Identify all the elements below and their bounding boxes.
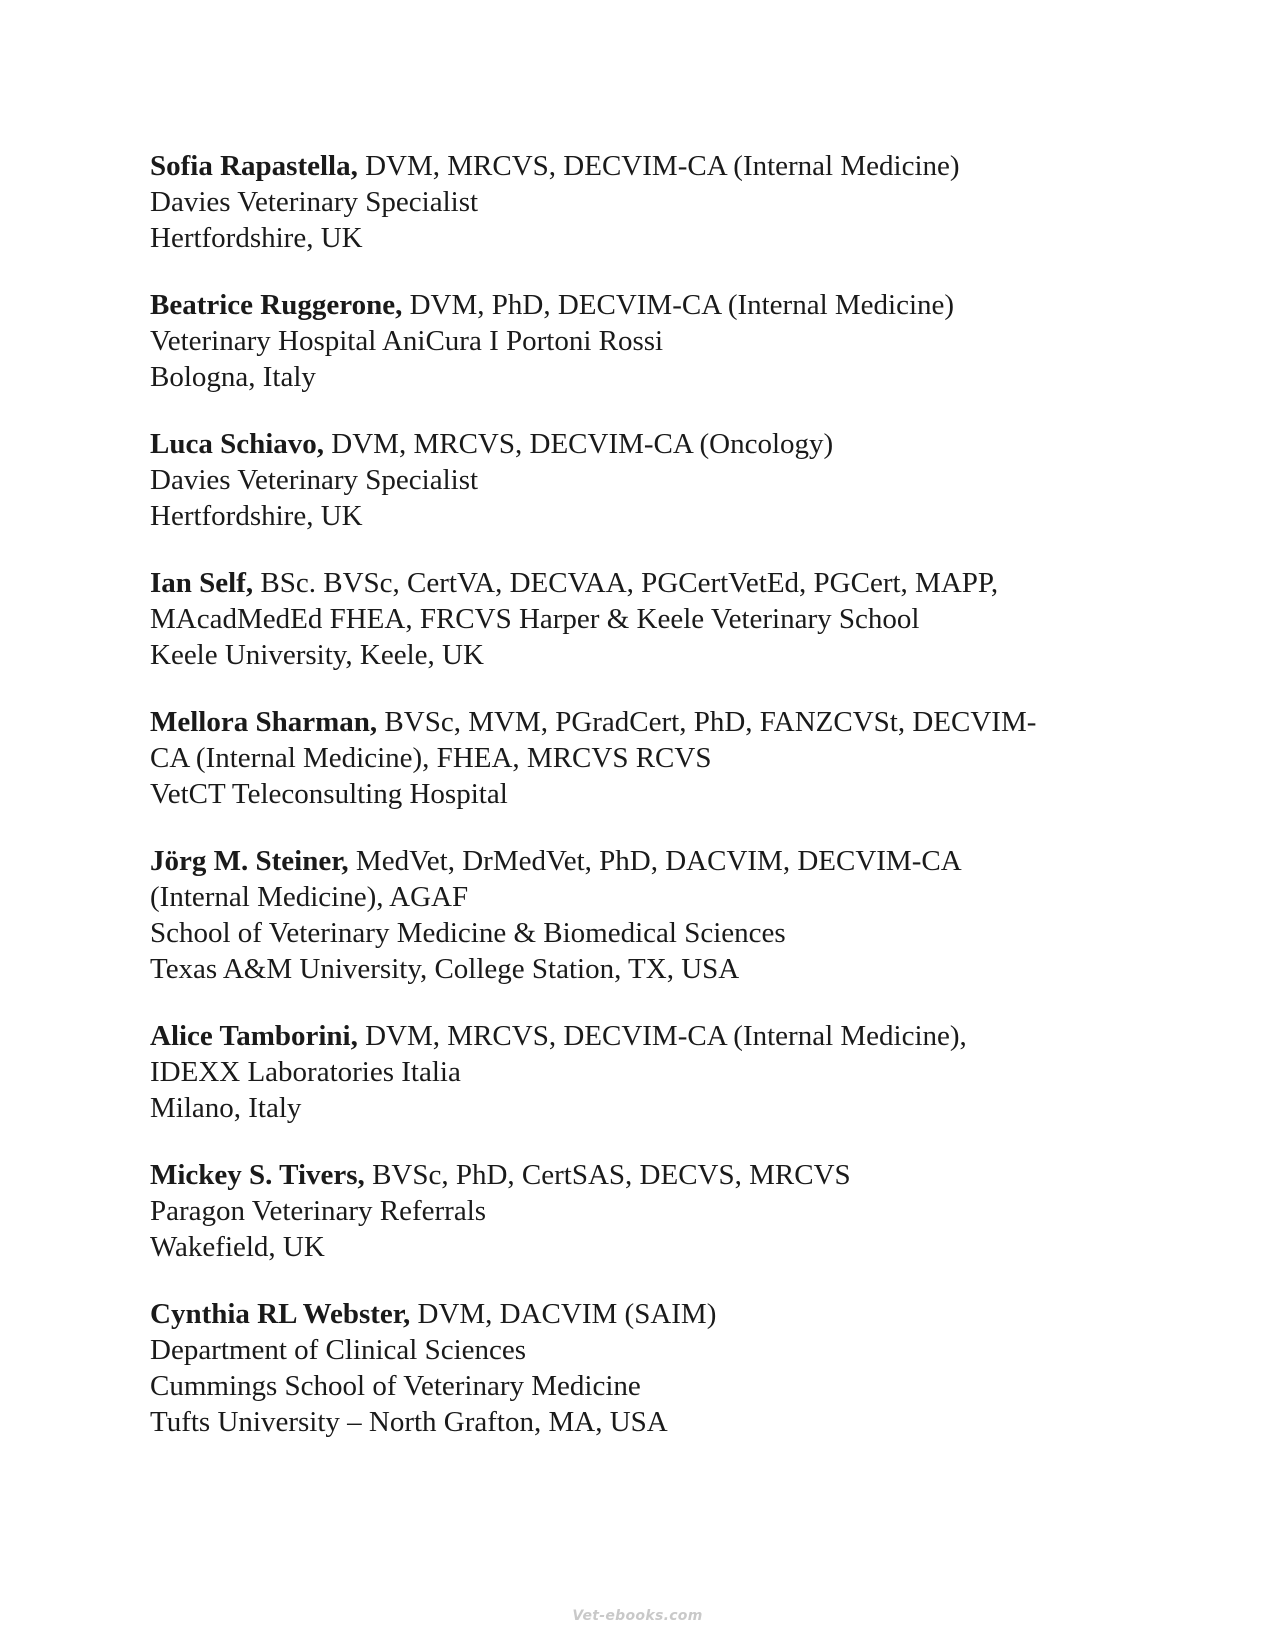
contributor-entry xyxy=(150,1296,1110,1440)
contributor-affiliation-line: Department of Clinical Sciences xyxy=(150,1334,527,1366)
contributor-name: Jörg M. Steiner, xyxy=(150,845,349,877)
contributor-heading-line xyxy=(150,704,1110,740)
contributor-affiliation-line: Veterinary Hospital AniCura I Portoni Rossi xyxy=(150,325,664,357)
contributor-entry xyxy=(150,565,1110,673)
contributor-heading-line xyxy=(150,1018,1110,1054)
contributor-entry xyxy=(150,1018,1110,1126)
contributor-heading-line xyxy=(150,1157,1110,1193)
contributor-heading-line xyxy=(150,287,1110,323)
contributor-name: Alice Tamborini, xyxy=(150,1020,358,1052)
contributor-credentials: DVM, MRCVS, DECVIM-CA (Internal Medicine) xyxy=(357,150,960,182)
contributor-name: Beatrice Ruggerone, xyxy=(150,289,403,321)
contributor-credentials: DVM, DACVIM (SAIM) xyxy=(410,1298,717,1330)
contributor-heading-line xyxy=(150,565,1110,601)
contributor-entry xyxy=(150,704,1110,812)
contributor-name: Luca Schiavo, xyxy=(150,428,325,460)
contributor-entry xyxy=(150,426,1110,534)
contributor-heading-line xyxy=(150,426,1110,462)
contributor-name: Mickey S. Tivers, xyxy=(150,1159,365,1191)
contributor-credentials: DVM, MRCVS, DECVIM-CA (Internal Medicine), xyxy=(357,1020,967,1052)
contributor-affiliation-line: Paragon Veterinary Referrals xyxy=(150,1195,487,1227)
contributor-affiliation-line: School of Veterinary Medicine & Biomedical Sciences xyxy=(150,917,786,949)
contributor-entry xyxy=(150,1157,1110,1265)
contributor-credentials: BSc. BVSc, CertVA, DECVAA, PGCertVetEd, PGCert, MAPP, xyxy=(253,567,999,599)
contributor-credentials: DVM, MRCVS, DECVIM-CA (Oncology) xyxy=(324,428,834,460)
contributor-credentials: MedVet, DrMedVet, PhD, DACVIM, DECVIM-CA xyxy=(348,845,962,877)
contributor-name: Sofia Rapastella, xyxy=(150,150,358,182)
contributor-heading-line xyxy=(150,843,1110,879)
contributor-name: Ian Self, xyxy=(150,567,254,599)
contributor-name: Cynthia RL Webster, xyxy=(150,1298,411,1330)
contributor-affiliation-line: Milano, Italy xyxy=(150,1092,302,1124)
contributor-list xyxy=(150,148,1110,1471)
contributor-entry xyxy=(150,843,1110,987)
contributor-credentials: DVM, PhD, DECVIM-CA (Internal Medicine) xyxy=(402,289,955,321)
contributor-affiliation-line: Davies Veterinary Specialist xyxy=(150,186,479,218)
contributor-name: Mellora Sharman, xyxy=(150,706,378,738)
contributor-affiliation-line: MAcadMedEd FHEA, FRCVS Harper & Keele Veterinary School xyxy=(150,603,920,635)
contributor-heading-line xyxy=(150,148,1110,184)
contributor-entry xyxy=(150,287,1110,395)
contributor-affiliation-line: Davies Veterinary Specialist xyxy=(150,464,479,496)
contributor-affiliation-line: VetCT Teleconsulting Hospital xyxy=(150,778,508,810)
contributor-affiliation-line: IDEXX Laboratories Italia xyxy=(150,1056,461,1088)
contributor-affiliation-line: Hertfordshire, UK xyxy=(150,500,363,532)
contributor-affiliation-line: Keele University, Keele, UK xyxy=(150,639,484,671)
contributor-affiliation-line: CA (Internal Medicine), FHEA, MRCVS RCVS xyxy=(150,742,712,774)
contributor-affiliation-line: Texas A&M University, College Station, TX, USA xyxy=(150,953,740,985)
contributor-affiliation-line: Tufts University – North Grafton, MA, USA xyxy=(150,1406,668,1438)
contributor-entry xyxy=(150,148,1110,256)
contributor-affiliation-line: Bologna, Italy xyxy=(150,361,316,393)
contributor-affiliation-line: Wakefield, UK xyxy=(150,1231,325,1263)
watermark-logo: Vet-ebooks.com xyxy=(572,1608,703,1624)
contributor-credentials: BVSc, PhD, CertSAS, DECVS, MRCVS xyxy=(364,1159,851,1191)
contributor-affiliation-line: (Internal Medicine), AGAF xyxy=(150,881,469,913)
contributor-affiliation-line: Cummings School of Veterinary Medicine xyxy=(150,1370,641,1402)
contributor-affiliation-line: Hertfordshire, UK xyxy=(150,222,363,254)
contributor-heading-line xyxy=(150,1296,1110,1332)
contributor-credentials: BVSc, MVM, PGradCert, PhD, FANZCVSt, DECVIM- xyxy=(377,706,1037,738)
